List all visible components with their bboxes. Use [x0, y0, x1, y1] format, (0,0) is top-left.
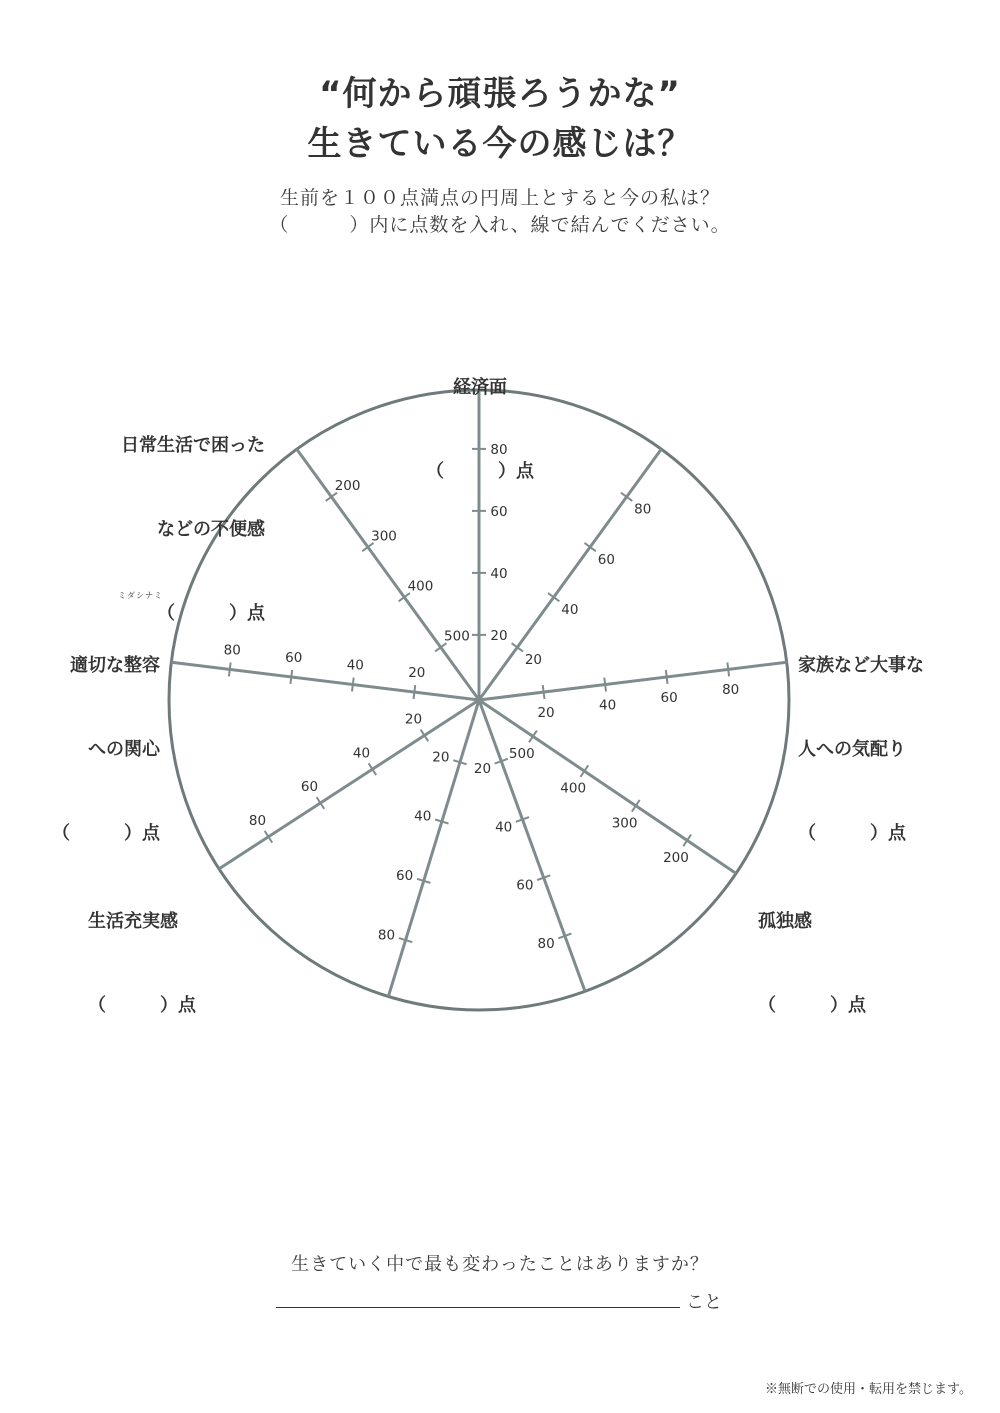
tick-label: 40: [414, 808, 432, 825]
tick-label: 80: [722, 682, 740, 699]
tick-label: 300: [371, 528, 397, 545]
label-inconvenience-score: （ ）点: [157, 603, 265, 624]
tick-label: 60: [285, 650, 303, 667]
ruby-midashinami: ミダシナミ: [118, 591, 163, 600]
label-inconvenience-name-2: などの不便感: [157, 519, 265, 540]
tick-label: 400: [560, 780, 587, 797]
label-family-name-2: 人への気配り: [798, 739, 906, 760]
tick-mark: [414, 685, 416, 699]
tick-label: 500: [508, 745, 535, 762]
label-economy-score: （ ）点: [426, 461, 534, 482]
label-family-name-1: 家族など大事な: [798, 655, 924, 676]
tick-label: 60: [516, 877, 534, 894]
instruction-line-1: 生前を１００点満点の円周上とすると今の私は？: [279, 187, 720, 209]
tick-label: 60: [300, 779, 319, 796]
tick-label: 40: [490, 565, 508, 582]
tick-label: 60: [597, 551, 615, 568]
answer-line[interactable]: [276, 1307, 680, 1308]
tick-label: 20: [524, 652, 543, 669]
title-line-2: 生きている今の感じは？: [307, 124, 693, 164]
axis-line-life_a: [388, 700, 479, 996]
tick-mark: [683, 835, 691, 847]
label-economy-name: 経済面: [453, 377, 507, 398]
tick-mark: [548, 593, 559, 601]
tick-label: 60: [490, 503, 508, 520]
tick-mark: [512, 643, 523, 651]
tick-label: 300: [611, 815, 638, 832]
axis-line-life_b: [479, 700, 585, 991]
tick-label: 20: [404, 711, 423, 728]
label-family: [798, 596, 924, 876]
label-economy: [420, 318, 540, 514]
label-inconvenience: [80, 376, 265, 656]
label-family-score: （ ）点: [798, 823, 906, 844]
label-fulfillment-name: 生活充実感: [88, 911, 178, 932]
tick-label: 60: [395, 867, 414, 884]
tick-label: 40: [346, 657, 364, 674]
tick-label: 80: [248, 812, 267, 829]
tick-label: 40: [561, 601, 579, 618]
tick-label: 20: [537, 704, 555, 721]
tick-mark: [632, 800, 640, 812]
tick-label: 80: [223, 642, 241, 659]
label-loneliness: [758, 852, 866, 1048]
question-text: 生きていく中で最も変わったことはありますか？: [291, 1254, 709, 1275]
label-loneliness-score: （ ）点: [758, 995, 866, 1016]
tick-label: 80: [490, 441, 508, 458]
tick-label: 200: [334, 478, 361, 495]
label-fulfillment-score: （ ）点: [88, 995, 196, 1016]
tick-mark: [584, 543, 595, 551]
answer-suffix: こと: [686, 1292, 722, 1313]
tick-label: 80: [634, 501, 652, 518]
tick-label: 40: [598, 697, 617, 714]
tick-label: 40: [495, 819, 513, 836]
label-grooming-name-2: への関心: [88, 739, 160, 760]
tick-label: 20: [432, 749, 450, 766]
tick-label: 80: [537, 935, 555, 952]
label-loneliness-name: 孤独感: [758, 911, 812, 932]
tick-mark: [604, 678, 606, 692]
tick-label: 40: [352, 745, 371, 762]
tick-mark: [543, 685, 545, 699]
tick-mark: [290, 670, 292, 684]
tick-label: 500: [444, 628, 470, 645]
tick-label: 80: [377, 927, 396, 944]
label-fulfillment: [88, 852, 196, 1048]
tick-label: 400: [407, 578, 434, 595]
axis-line-loneliness: [479, 700, 736, 873]
axis-line-fulfillment: [219, 700, 479, 869]
tick-label: 200: [663, 849, 689, 866]
label-grooming-score: （ ）点: [52, 823, 160, 844]
label-inconvenience-name-1: 日常生活で困った: [121, 435, 265, 456]
tick-mark: [352, 678, 354, 692]
title-line-1: “何から頑張ろうかな”: [319, 74, 681, 114]
tick-mark: [727, 662, 729, 676]
axis-line-grooming: [171, 662, 479, 700]
tick-label: 20: [473, 761, 492, 778]
tick-label: 20: [490, 627, 508, 644]
label-grooming-name-1: 適切な整容: [70, 655, 160, 676]
copyright-notice: ※無断での使用・転用を禁じます。: [765, 1382, 972, 1397]
tick-mark: [229, 662, 231, 676]
tick-mark: [621, 493, 632, 501]
tick-label: 20: [408, 665, 426, 682]
tick-mark: [529, 731, 537, 743]
tick-mark: [666, 670, 668, 684]
tick-mark: [580, 765, 588, 777]
tick-label: 60: [660, 689, 678, 706]
instruction-line-2: （ ）内に点数を入れ、線で結んでください。: [269, 214, 731, 236]
